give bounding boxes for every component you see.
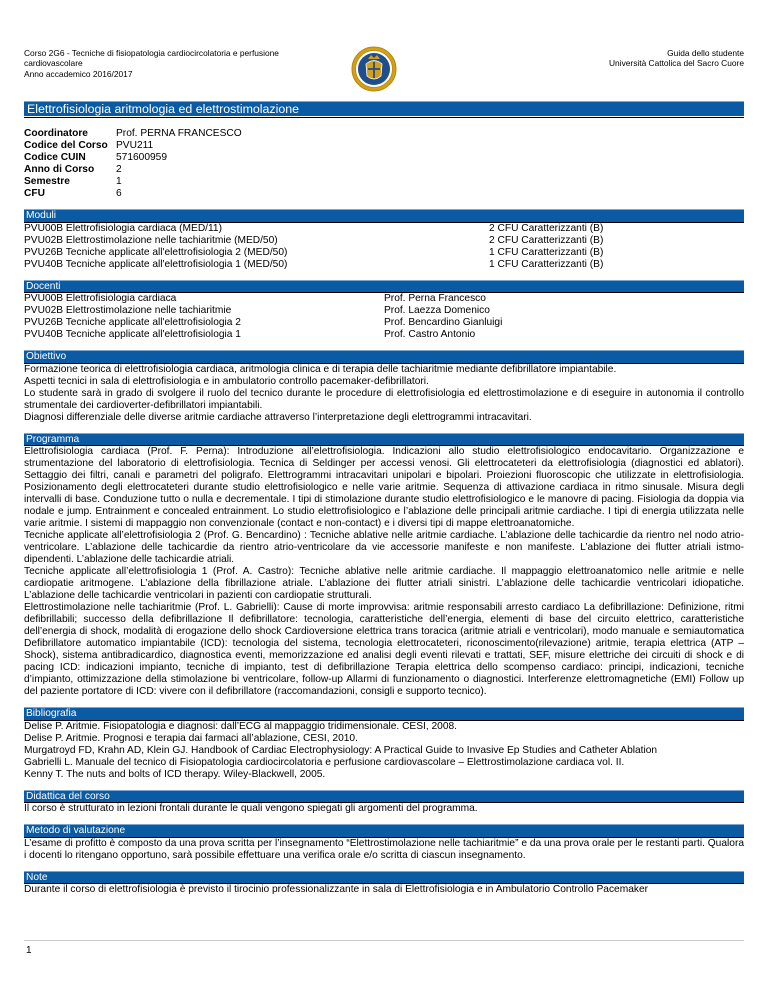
teacher-name: Prof. Laezza Domenico xyxy=(384,305,490,316)
section-heading: Obiettivo xyxy=(24,350,744,363)
university-seal-icon xyxy=(351,45,397,93)
title-divider xyxy=(24,117,744,118)
section-heading: Didattica del corso xyxy=(24,790,744,803)
course-info-table xyxy=(24,128,744,200)
module-cfu: 2 CFU Caratterizzanti (B) xyxy=(489,222,604,234)
info-value: Prof. PERNA FRANCESCO xyxy=(116,128,242,139)
teacher-module: PVU40B Tecniche applicate all'elettrofisiologia 1 xyxy=(24,329,241,340)
info-label: Anno di Corso xyxy=(24,164,95,175)
header-course-info xyxy=(24,48,324,79)
teacher-row xyxy=(24,293,744,305)
module-name: PVU00B Elettrofisiologia cardiaca (MED/11) xyxy=(24,222,222,234)
bibliography-entry: Delise P. Aritmie. Fisiopatologia e diagnosi: dall’ECG al mappaggio tridimensionale. CESI, 2008. xyxy=(24,720,458,732)
section-heading: Docenti xyxy=(24,280,744,293)
module-row xyxy=(24,259,744,271)
info-value: 1 xyxy=(116,176,122,187)
paragraph: Durante il corso di elettrofisiologia è previsto il tirocinio professionalizzante in sala di Elettrofisiologia e in Ambulatorio Controllo Pacemaker xyxy=(24,884,649,895)
teacher-name: Prof. Castro Antonio xyxy=(384,329,476,340)
section-heading: Note xyxy=(24,871,744,884)
header-line: cardiovascolare xyxy=(24,58,83,69)
section-didattica xyxy=(24,790,744,816)
page-number: 1 xyxy=(26,945,32,956)
info-value: PVU211 xyxy=(116,140,154,151)
section-valutazione xyxy=(24,824,744,862)
paragraph: Aspetti tecnici in sala di elettrofisiologia e in ambulatorio controllo pacemaker-defibrillatori. xyxy=(24,375,429,387)
teacher-name: Prof. Bencardino Gianluigi xyxy=(384,317,503,328)
paragraph: L’esame di profitto è composto da una prova scritta per l’insegnamento “Elettrostimolazione nelle tachiaritmie” e da una prova orale per le restanti parti. Qualora i docenti lo ritengano opportuno, sarà possibile effettuare una verifica orale e/o scritta di ciascun insegnamento. xyxy=(24,837,744,861)
bibliography-entry: Murgatroyd FD, Krahn AD, Klein GJ. Handbook of Cardiac Electrophysiology: A Practical Guide to Invasive Ep Studies and Catheter Ablation xyxy=(24,744,658,756)
section-note xyxy=(24,871,744,897)
module-name: PVU26B Tecniche applicate all'elettrofisiologia 2 (MED/50) xyxy=(24,246,288,258)
info-row xyxy=(24,176,744,188)
section-moduli xyxy=(24,209,744,271)
teacher-module: PVU26B Tecniche applicate all'elettrofisiologia 2 xyxy=(24,317,241,328)
module-row xyxy=(24,223,744,235)
header-line: Corso 2G6 - Tecniche di fisiopatologia cardiocircolatoria e perfusione xyxy=(24,48,279,58)
header-line: Anno accademico 2016/2017 xyxy=(24,68,133,79)
teacher-row xyxy=(24,305,744,317)
teacher-row xyxy=(24,317,744,329)
paragraph: Formazione teorica di elettrofisiologia cardiaca, aritmologia clinica e di terapia delle tachiaritmie mediante defibrillatore impiantabile. xyxy=(24,363,617,375)
module-row xyxy=(24,247,744,259)
course-title: Elettrofisiologia aritmologia ed elettrostimolazione xyxy=(24,101,744,116)
teacher-module: PVU00B Elettrofisiologia cardiaca xyxy=(24,293,177,304)
bibliography-entry: Delise P. Aritmie. Prognosi e terapia dai farmaci all’ablazione, CESI, 2010. xyxy=(24,732,358,744)
module-row xyxy=(24,235,744,247)
section-heading: Metodo di valutazione xyxy=(24,824,744,837)
bibliography-entry: Kenny T. The nuts and bolts of ICD therapy. Wiley-Blackwell, 2005. xyxy=(24,768,326,780)
module-name: PVU40B Tecniche applicate all'elettrofisiologia 1 (MED/50) xyxy=(24,258,288,270)
paragraph: Lo studente sarà in grado di svolgere il ruolo del tecnico durante le procedure di elettrofisiologia ed elettrostimolazione e di eseguire in autonomia il controllo strumentale dei cardioverter-defibrillatori impiantabili. xyxy=(24,387,744,411)
header-line: Guida dello studente xyxy=(667,48,744,58)
section-programma xyxy=(24,433,744,699)
module-cfu: 1 CFU Caratterizzanti (B) xyxy=(489,246,604,258)
bibliography-entry: Gabrielli L. Manuale del tecnico di Fisiopatologia cardiocircolatoria e perfusione cardiovascolare – Elettrostimolazione cardiaca vol. II. xyxy=(24,756,625,768)
teacher-name: Prof. Perna Francesco xyxy=(384,293,486,304)
info-label: CFU xyxy=(24,188,45,199)
paragraph: Tecniche applicate all’elettrofisiologia 2 (Prof. G. Bencardino) : Tecniche ablative nelle aritmie cardiache. L’ablazione delle tachicardie da rientro nel nodo atrio-ventricolare. L’ablazione delle tachicardie da rientro atrio-ventricolare da vie accessorie manifeste e non manifeste. L’ablazione dei flutter atriali istmo-dipendenti. L’ablazione delle tachicardie atriali. xyxy=(24,530,744,565)
module-name: PVU02B Elettrostimolazione nelle tachiaritmie (MED/50) xyxy=(24,234,278,246)
document-page xyxy=(24,45,744,896)
paragraph: Tecniche applicate all’elettrofisiologia 1 (Prof. A. Castro): Tecniche ablative nelle aritmie cardiache. Il mappaggio elettroanatomico nelle aritmie e nelle cardiopatie aritmogene. L’ablazione della fibrillazione atriale. L’ablazione dei flutter atriali sinistri. L’ablazione delle tachicardie ventricolari idiopatiche. L’ablazione delle tachicardie ventricolari in pazienti con cardiopatie strutturali. xyxy=(24,566,744,601)
teacher-row xyxy=(24,329,744,341)
info-row xyxy=(24,152,744,164)
section-heading: Bibliografia xyxy=(24,707,744,720)
teacher-module: PVU02B Elettrostimolazione nelle tachiaritmie xyxy=(24,305,232,316)
page-header xyxy=(24,45,744,103)
paragraph: Elettrofisiologia cardiaca (Prof. F. Perna): Introduzione all’elettrofisiologia. Indicazioni allo studio elettrofisiologico endocavitario. Organizzazione e strumentazione del laboratorio di elettrofisiologia. Tecnica di Seldinger per accessi venosi. Gli elettrocateteri da elettrofisiologia (diagnostici ed ablatori). Settaggio dei filtri, canali e parametri del poligrafo. Elettrogrammi intracavitari unipolari e bipolari. Proiezioni fluoroscopic che utilizzate in elettrofisiologia. Posizionamento degli elettrocateteri durante studio elettrofisiologico e nelle varie aritmie. Sequenza di attivazione cardiaca in ritmo sinusale. Misura degli intervalli di base. Conduzione tutto o nulla e decrementale. I tipi di stimolazione durante studio elettrofisiologico e le manovre di pacing. Fisiologia da doppia via nodale e jump. Entrainment e concealed entrainment. Lo studio elettrofisiologico e l’ablazione delle principali aritmie cardiache. I tipi di energia utilizzata nelle varie aritmie. I sistemi di mappaggio non convenzionale (contact e non-contact) e i diversi tipi di mappe elettroanatomiche. xyxy=(24,446,744,529)
info-value: 571600959 xyxy=(116,152,167,163)
info-value: 2 xyxy=(116,164,122,175)
info-row xyxy=(24,128,744,140)
section-heading: Programma xyxy=(24,433,744,446)
info-label: Codice del Corso xyxy=(24,140,108,151)
paragraph: Elettrostimolazione nelle tachiaritmie (Prof. L. Gabrielli): Cause di morte improvvisa: aritmie responsabili arresto cardiaco La defibrillazione: Definizione, ritmi defibrillabili; successo della defibrillazione Il defibrillatore: tecnologia, caratteristiche dell’energia, elementi di base del circuito elettrico, caratteristiche dell’energia di shock, modalità di erogazione dello shock Cardioversione elettrica trans toracica (aritmie atriali e ventricolari), modo manuale e semiautomatica Defibrillatore automatico impiantabile (ICD): tecnologia del sistema, tecnologia elettrocateteri, riconoscimento(rilevazione) aritmie, terapia elettrica (ATP – Shock), sistema antibradicardico, diagnostica eventi, memorizzazione ed analisi degli eventi rilevati e trattati, SEF, misure elettriche dei circuiti di shock e di pacing ICD: indicazioni impianto, tecniche di impianto, test di defibrillazione Terapia elettrica dello scompenso cardiaco: principi, indicazioni, tecniche d’impianto, ottimizzazione della stimolazione bi ventricolare, follow-up Allarmi di funzionamento o diagnostici. Interferenze elettromagnetiche (EMI) Follow up del paziente portatore di ICD: vivere con il defibrillatore (raccomandazioni, consigli e supporto tecnico). xyxy=(24,602,744,697)
footer-divider xyxy=(24,940,744,941)
info-label: Coordinatore xyxy=(24,128,88,139)
section-heading: Moduli xyxy=(24,209,744,222)
section-docenti xyxy=(24,280,744,342)
header-line: Università Cattolica del Sacro Cuore xyxy=(609,58,744,69)
module-cfu: 2 CFU Caratterizzanti (B) xyxy=(489,234,604,246)
module-cfu: 1 CFU Caratterizzanti (B) xyxy=(489,258,604,270)
info-row xyxy=(24,188,744,200)
section-obiettivo xyxy=(24,350,744,424)
section-bibliografia xyxy=(24,707,744,781)
info-label: Codice CUIN xyxy=(24,152,86,163)
info-label: Semestre xyxy=(24,176,70,187)
paragraph: Il corso è strutturato in lezioni frontali durante le quali vengono spiegati gli argomenti del programma. xyxy=(24,803,478,814)
paragraph: Diagnosi differenziale delle diverse aritmie cardiache attraverso l’interpretazione degli elettrogrammi intracavitari. xyxy=(24,411,532,423)
info-row xyxy=(24,140,744,152)
info-row xyxy=(24,164,744,176)
header-university-info xyxy=(484,48,744,69)
info-value: 6 xyxy=(116,188,122,199)
